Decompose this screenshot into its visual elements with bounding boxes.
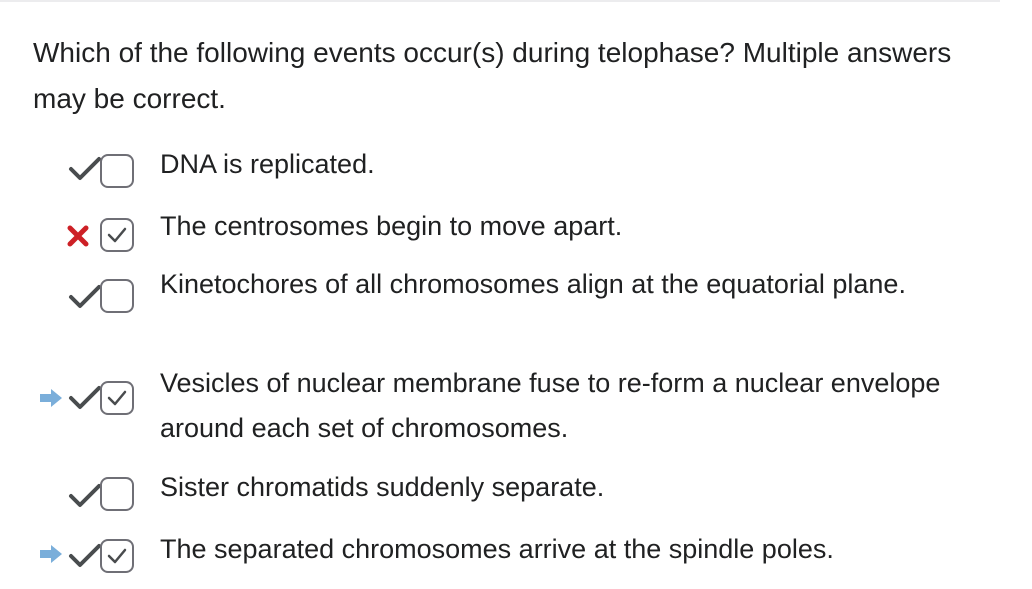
check-icon [106, 546, 128, 566]
choice-checkbox[interactable] [100, 154, 134, 188]
top-divider [0, 0, 1000, 2]
choice-checkbox[interactable] [100, 477, 134, 511]
check-icon [68, 156, 102, 182]
choice-label: DNA is replicated. [160, 149, 375, 179]
choice-checkbox[interactable] [100, 218, 134, 252]
check-icon [68, 385, 102, 411]
check-icon [68, 543, 102, 569]
choice-checkbox[interactable] [100, 279, 134, 313]
check-icon [68, 483, 102, 509]
choice-label: Vesicles of nuclear membrane fuse to re-form a nuclear envelope around each set of chromosomes. [160, 368, 941, 443]
check-icon [68, 284, 102, 310]
x-icon [66, 224, 90, 248]
check-icon [106, 225, 128, 245]
choice-label: The separated chromosomes arrive at the spindle poles. [160, 534, 834, 564]
arrow-right-icon [38, 387, 64, 409]
choice-label: Kinetochores of all chromosomes align at the equatorial plane. [160, 269, 906, 299]
choice-label: Sister chromatids suddenly separate. [160, 472, 605, 502]
choice-checkbox[interactable] [100, 539, 134, 573]
choice-label: The centrosomes begin to move apart. [160, 211, 623, 241]
question-text: Which of the following events occur(s) during telophase? Multiple answers may be correct. [33, 37, 952, 114]
check-icon [106, 388, 128, 408]
choice-checkbox[interactable] [100, 381, 134, 415]
arrow-right-icon [38, 543, 64, 565]
